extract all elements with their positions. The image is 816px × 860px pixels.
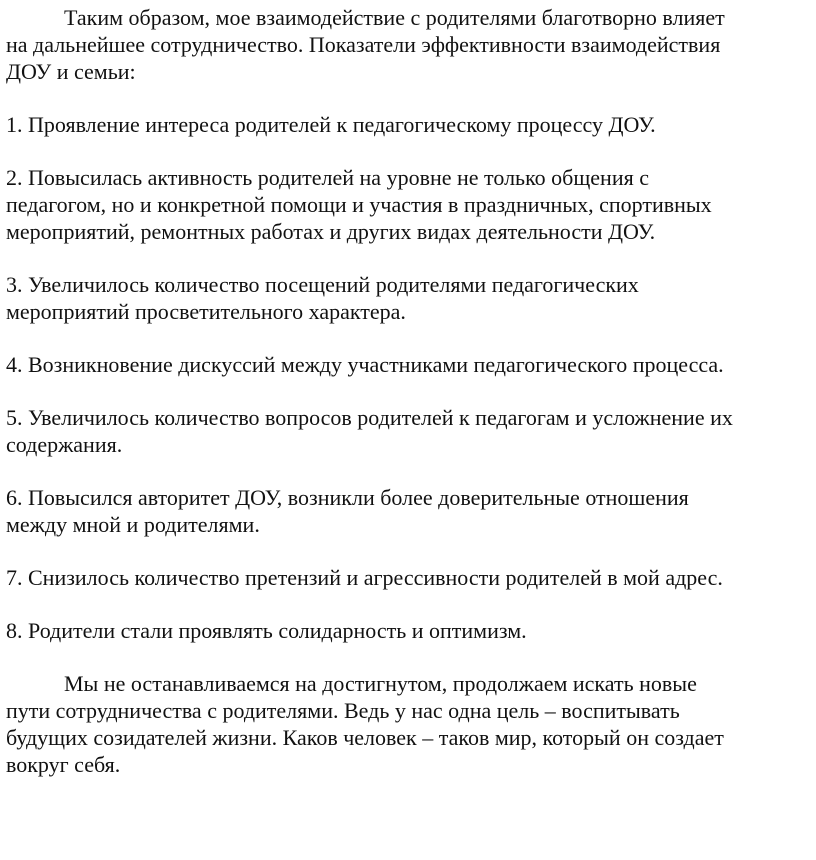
list-item-1 bbox=[6, 111, 816, 138]
list-item-line: между мной и родителями. bbox=[6, 512, 260, 537]
list-item-line: 2. Повысилась активность родителей на уровне не только общения с bbox=[6, 165, 649, 190]
list-item-line: 5. Увеличилось количество вопросов родителей к педагогам и усложнение их bbox=[6, 405, 733, 430]
conclusion-line: пути сотрудничества с родителями. Ведь у нас одна цель – воспитывать bbox=[6, 698, 680, 723]
conclusion-paragraph bbox=[6, 670, 816, 778]
intro-line: Таким образом, мое взаимодействие с родителями благотворно влияет bbox=[64, 5, 725, 30]
list-item-2 bbox=[6, 164, 816, 245]
list-item-line: мероприятий, ремонтных работах и других видах деятельности ДОУ. bbox=[6, 219, 656, 244]
list-item-line: 7. Снизилось количество претензий и агрессивности родителей в мой адрес. bbox=[6, 565, 723, 590]
list-item-line: 8. Родители стали проявлять солидарность и оптимизм. bbox=[6, 618, 527, 643]
list-item-3 bbox=[6, 271, 816, 325]
list-item-line: 4. Возникновение дискуссий между участниками педагогического процесса. bbox=[6, 352, 724, 377]
list-item-line: содержания. bbox=[6, 432, 123, 457]
list-item-8 bbox=[6, 617, 816, 644]
list-item-line: 3. Увеличилось количество посещений родителями педагогических bbox=[6, 272, 639, 297]
conclusion-line: Мы не останавливаемся на достигнутом, продолжаем искать новые bbox=[64, 671, 697, 696]
list-item-line: педагогом, но и конкретной помощи и участия в праздничных, спортивных bbox=[6, 192, 712, 217]
list-item-line: 6. Повысился авторитет ДОУ, возникли более доверительные отношения bbox=[6, 485, 689, 510]
list-item-line: мероприятий просветительного характера. bbox=[6, 299, 406, 324]
list-item-5 bbox=[6, 404, 816, 458]
intro-line: ДОУ и семьи: bbox=[6, 59, 136, 84]
list-item-line: 1. Проявление интереса родителей к педагогическому процессу ДОУ. bbox=[6, 112, 656, 137]
conclusion-line: будущих созидателей жизни. Каков человек – таков мир, который он создает bbox=[6, 725, 724, 750]
conclusion-line: вокруг себя. bbox=[6, 752, 121, 777]
intro-paragraph bbox=[6, 4, 816, 85]
list-item-7 bbox=[6, 564, 816, 591]
list-item-6 bbox=[6, 484, 816, 538]
intro-line: на дальнейшее сотрудничество. Показатели эффективности взаимодействия bbox=[6, 32, 721, 57]
list-item-4 bbox=[6, 351, 816, 378]
